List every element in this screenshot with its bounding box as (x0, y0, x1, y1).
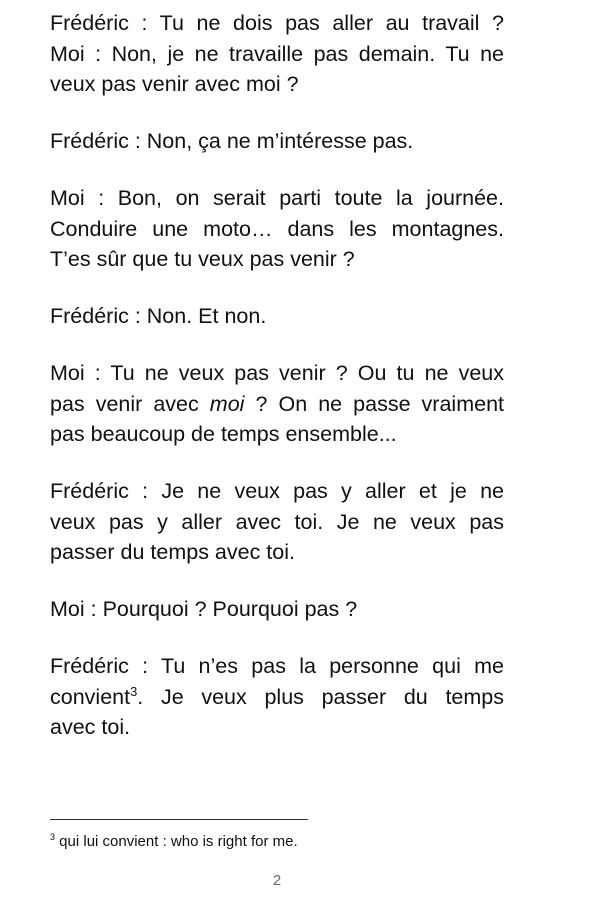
dialogue-line: veux pas venir avec moi ? (50, 72, 299, 96)
dialogue-line: pas beaucoup de temps ensemble... (50, 422, 397, 446)
dialogue-paragraph (50, 651, 504, 743)
footnote (50, 832, 298, 852)
footnote-text: qui lui convient : who is right for me. (55, 833, 298, 850)
dialogue-paragraph (50, 8, 504, 100)
dialogue-line: Moi : Pourquoi ? Pourquoi pas ? (50, 597, 358, 621)
dialogue-paragraph (50, 301, 504, 332)
dialogue-text: pas venir avec (50, 391, 210, 416)
dialogue-line: Frédéric : Tu n’es pas la personne qui me (50, 654, 504, 678)
page-number: 2 (272, 872, 282, 889)
dialogue-line: Moi : Tu ne veux pas venir ? Ou tu ne veux (50, 361, 504, 385)
dialogue-line: veux pas y aller avec toi. Je ne veux pas (50, 509, 504, 534)
dialogue-line: Frédéric : Tu ne dois pas aller au travail ? (50, 11, 504, 35)
dialogue-text: . Je veux plus passer du temps (137, 684, 504, 709)
footnote-marker: 3 (50, 832, 56, 842)
page-body (50, 8, 504, 769)
dialogue-line: Frédéric : Je ne veux pas y aller et je ne (50, 479, 504, 503)
footnote-reference: 3 (130, 683, 138, 699)
dialogue-paragraph (50, 358, 504, 450)
dialogue-line: Conduire une moto… dans les montagnes. (50, 216, 504, 241)
dialogue-line: Frédéric : Non, ça ne m’intéresse pas. (50, 129, 414, 153)
dialogue-paragraph (50, 126, 504, 157)
dialogue-line: Moi : Non, je ne travaille pas demain. Tu ne (50, 41, 504, 66)
dialogue-line (50, 682, 504, 713)
dialogue-paragraph (50, 183, 504, 275)
dialogue-paragraph (50, 594, 504, 625)
dialogue-line: Frédéric : Non. Et non. (50, 304, 267, 328)
dialogue-line (50, 389, 504, 420)
footnote-divider (50, 819, 308, 820)
emphasized-word: moi (209, 391, 245, 416)
dialogue-text: convient (50, 684, 131, 709)
dialogue-text: ? On ne passe vraiment (244, 391, 504, 416)
dialogue-paragraph (50, 476, 504, 568)
dialogue-line: T’es sûr que tu veux pas venir ? (50, 247, 355, 271)
dialogue-line: passer du temps avec toi. (50, 540, 295, 564)
dialogue-line: avec toi. (50, 715, 131, 739)
dialogue-line: Moi : Bon, on serait parti toute la journée. (50, 186, 504, 210)
